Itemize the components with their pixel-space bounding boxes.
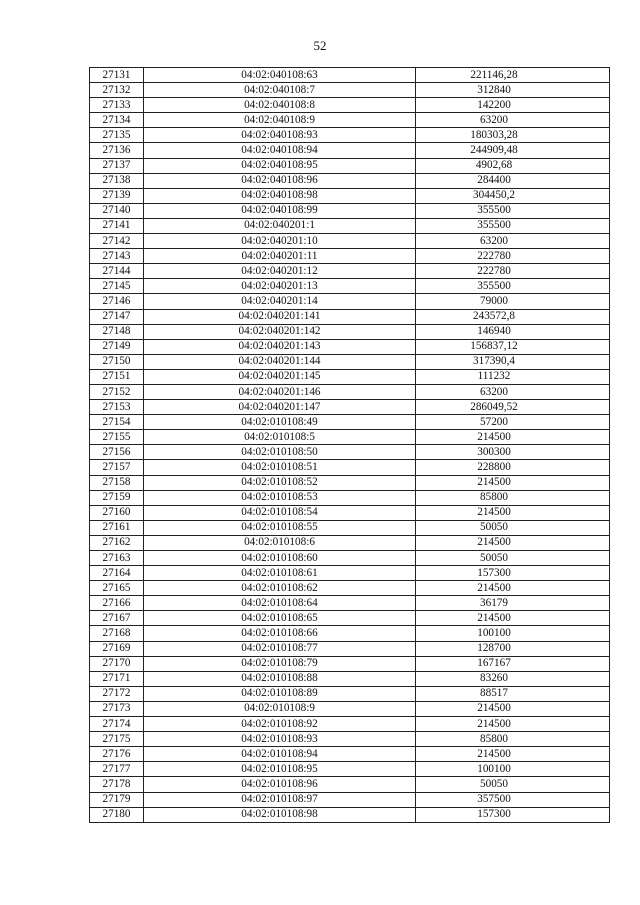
row-number-cell: 27136 <box>90 143 144 158</box>
table-row <box>90 611 610 626</box>
cadastral-number-cell: 04:02:010108:77 <box>144 641 416 656</box>
row-number-cell: 27135 <box>90 128 144 143</box>
cadastral-value-table <box>89 67 610 823</box>
value-cell <box>416 294 610 309</box>
value-text: 214500 <box>477 506 511 519</box>
cadastral-number-cell: 04:02:040201:144 <box>144 354 416 369</box>
value-cell <box>416 807 610 822</box>
cadastral-number-cell: 04:02:040201:10 <box>144 234 416 249</box>
cadastral-number-cell: 04:02:040108:63 <box>144 68 416 83</box>
row-number-cell: 27157 <box>90 460 144 475</box>
cadastral-number-cell: 04:02:010108:55 <box>144 520 416 535</box>
table-row <box>90 566 610 581</box>
value-cell <box>416 626 610 641</box>
value-cell <box>416 611 610 626</box>
table-row <box>90 384 610 399</box>
row-number-cell: 27139 <box>90 188 144 203</box>
value-cell <box>416 732 610 747</box>
table-body <box>90 68 610 823</box>
table-row <box>90 686 610 701</box>
cadastral-number-cell: 04:02:040201:141 <box>144 309 416 324</box>
row-number-cell: 27170 <box>90 656 144 671</box>
table-row <box>90 475 610 490</box>
value-cell <box>416 128 610 143</box>
value-cell <box>416 671 610 686</box>
value-text: 4902,68 <box>475 159 513 172</box>
row-number-cell: 27166 <box>90 596 144 611</box>
table-row <box>90 128 610 143</box>
value-text: 214500 <box>477 581 511 594</box>
cadastral-number-cell: 04:02:040201:1 <box>144 218 416 233</box>
value-text: 50050 <box>480 521 508 534</box>
table-row <box>90 777 610 792</box>
cadastral-number-cell: 04:02:040201:13 <box>144 279 416 294</box>
cadastral-number-cell: 04:02:010108:52 <box>144 475 416 490</box>
value-text: 63200 <box>480 234 508 247</box>
row-number-cell: 27165 <box>90 581 144 596</box>
value-text: 214500 <box>477 717 511 730</box>
row-number-cell: 27134 <box>90 113 144 128</box>
row-number-cell: 27162 <box>90 535 144 550</box>
value-cell <box>416 415 610 430</box>
cadastral-number-cell: 04:02:010108:65 <box>144 611 416 626</box>
cadastral-number-cell: 04:02:010108:92 <box>144 717 416 732</box>
row-number-cell: 27155 <box>90 430 144 445</box>
value-cell <box>416 445 610 460</box>
table-row <box>90 762 610 777</box>
value-text: 111232 <box>477 370 511 383</box>
table-row <box>90 249 610 264</box>
row-number-cell: 27144 <box>90 264 144 279</box>
value-text: 128700 <box>477 642 511 655</box>
value-cell <box>416 158 610 173</box>
value-cell <box>416 218 610 233</box>
table-row <box>90 113 610 128</box>
cadastral-number-cell: 04:02:040201:12 <box>144 264 416 279</box>
cadastral-number-cell: 04:02:010108:50 <box>144 445 416 460</box>
row-number-cell: 27164 <box>90 566 144 581</box>
value-text: 142200 <box>477 98 511 111</box>
value-cell <box>416 581 610 596</box>
table-row <box>90 203 610 218</box>
cadastral-number-cell: 04:02:010108:79 <box>144 656 416 671</box>
value-cell <box>416 505 610 520</box>
cadastral-number-cell: 04:02:040108:94 <box>144 143 416 158</box>
table-row <box>90 641 610 656</box>
cadastral-number-cell: 04:02:010108:66 <box>144 626 416 641</box>
value-cell <box>416 98 610 113</box>
cadastral-number-cell: 04:02:040201:145 <box>144 369 416 384</box>
row-number-cell: 27154 <box>90 415 144 430</box>
table-row <box>90 173 610 188</box>
value-text: 222780 <box>477 249 511 262</box>
row-number-cell: 27174 <box>90 717 144 732</box>
value-cell <box>416 641 610 656</box>
value-text: 214500 <box>477 430 511 443</box>
table-row <box>90 68 610 83</box>
cadastral-number-cell: 04:02:040201:142 <box>144 324 416 339</box>
cadastral-number-cell: 04:02:010108:9 <box>144 701 416 716</box>
row-number-cell: 27151 <box>90 369 144 384</box>
value-cell <box>416 203 610 218</box>
value-cell <box>416 792 610 807</box>
table-row <box>90 581 610 596</box>
value-text: 63200 <box>480 385 508 398</box>
row-number-cell: 27179 <box>90 792 144 807</box>
row-number-cell: 27132 <box>90 83 144 98</box>
table-row <box>90 354 610 369</box>
row-number-cell: 27176 <box>90 747 144 762</box>
value-text: 100100 <box>477 762 511 775</box>
value-text: 214500 <box>477 702 511 715</box>
value-cell <box>416 173 610 188</box>
cadastral-number-cell: 04:02:040201:14 <box>144 294 416 309</box>
value-cell <box>416 747 610 762</box>
value-text: 85800 <box>480 491 508 504</box>
table-row <box>90 339 610 354</box>
value-cell <box>416 143 610 158</box>
row-number-cell: 27146 <box>90 294 144 309</box>
value-cell <box>416 596 610 611</box>
row-number-cell: 27156 <box>90 445 144 460</box>
value-text: 284400 <box>477 174 511 187</box>
row-number-cell: 27160 <box>90 505 144 520</box>
value-cell <box>416 339 610 354</box>
table-row <box>90 626 610 641</box>
page-number: 52 <box>313 38 327 53</box>
value-text: 312840 <box>477 83 511 96</box>
row-number-cell: 27148 <box>90 324 144 339</box>
row-number-cell: 27161 <box>90 520 144 535</box>
row-number-cell: 27175 <box>90 732 144 747</box>
value-cell <box>416 566 610 581</box>
row-number-cell: 27168 <box>90 626 144 641</box>
table-row <box>90 218 610 233</box>
value-text: 214500 <box>477 611 511 624</box>
value-text: 243572,8 <box>473 310 515 323</box>
table-row <box>90 747 610 762</box>
cadastral-number-cell: 04:02:010108:51 <box>144 460 416 475</box>
row-number-cell: 27138 <box>90 173 144 188</box>
table-row <box>90 309 610 324</box>
value-text: 79000 <box>480 294 508 307</box>
table-row <box>90 98 610 113</box>
table-row <box>90 505 610 520</box>
row-number-cell: 27173 <box>90 701 144 716</box>
value-cell <box>416 188 610 203</box>
table-row <box>90 369 610 384</box>
table-row <box>90 234 610 249</box>
cadastral-number-cell: 04:02:010108:95 <box>144 762 416 777</box>
cadastral-number-cell: 04:02:010108:98 <box>144 807 416 822</box>
cadastral-number-cell: 04:02:010108:49 <box>144 415 416 430</box>
cadastral-number-cell: 04:02:040201:143 <box>144 339 416 354</box>
value-text: 214500 <box>477 476 511 489</box>
value-cell <box>416 656 610 671</box>
cadastral-number-cell: 04:02:040108:9 <box>144 113 416 128</box>
table-row <box>90 415 610 430</box>
value-cell <box>416 686 610 701</box>
row-number-cell: 27131 <box>90 68 144 83</box>
table-row <box>90 188 610 203</box>
table-row <box>90 596 610 611</box>
row-number-cell: 27163 <box>90 551 144 566</box>
value-cell <box>416 701 610 716</box>
value-cell <box>416 551 610 566</box>
table-row <box>90 656 610 671</box>
value-text: 85800 <box>480 732 508 745</box>
row-number-cell: 27180 <box>90 807 144 822</box>
value-text: 50050 <box>480 777 508 790</box>
value-cell <box>416 68 610 83</box>
value-text: 36179 <box>480 596 508 609</box>
table-row <box>90 279 610 294</box>
cadastral-number-cell: 04:02:040108:95 <box>144 158 416 173</box>
row-number-cell: 27178 <box>90 777 144 792</box>
table-row <box>90 143 610 158</box>
table-row <box>90 732 610 747</box>
table-row <box>90 460 610 475</box>
table-row <box>90 264 610 279</box>
table-row <box>90 430 610 445</box>
table-row <box>90 324 610 339</box>
value-text: 355500 <box>477 279 511 292</box>
cadastral-number-cell: 04:02:010108:61 <box>144 566 416 581</box>
value-cell <box>416 264 610 279</box>
cadastral-number-cell: 04:02:010108:88 <box>144 671 416 686</box>
table-row <box>90 400 610 415</box>
row-number-cell: 27150 <box>90 354 144 369</box>
row-number-cell: 27133 <box>90 98 144 113</box>
cadastral-number-cell: 04:02:040201:11 <box>144 249 416 264</box>
table-row <box>90 83 610 98</box>
row-number-cell: 27153 <box>90 400 144 415</box>
value-text: 167167 <box>477 657 511 670</box>
cadastral-number-cell: 04:02:040108:96 <box>144 173 416 188</box>
cadastral-number-cell: 04:02:010108:53 <box>144 490 416 505</box>
row-number-cell: 27149 <box>90 339 144 354</box>
value-text: 83260 <box>480 672 508 685</box>
table-row <box>90 445 610 460</box>
value-text: 300300 <box>477 445 511 458</box>
value-text: 156837,12 <box>470 340 518 353</box>
row-number-cell: 27137 <box>90 158 144 173</box>
value-cell <box>416 369 610 384</box>
value-cell <box>416 279 610 294</box>
cadastral-number-cell: 04:02:010108:6 <box>144 535 416 550</box>
row-number-cell: 27152 <box>90 384 144 399</box>
row-number-cell: 27140 <box>90 203 144 218</box>
cadastral-number-cell: 04:02:010108:62 <box>144 581 416 596</box>
value-cell <box>416 234 610 249</box>
value-text: 228800 <box>477 460 511 473</box>
value-text: 180303,28 <box>470 128 518 141</box>
value-cell <box>416 460 610 475</box>
value-cell <box>416 384 610 399</box>
cadastral-number-cell: 04:02:010108:60 <box>144 551 416 566</box>
value-cell <box>416 717 610 732</box>
cadastral-number-cell: 04:02:040201:147 <box>144 400 416 415</box>
cadastral-number-cell: 04:02:040201:146 <box>144 384 416 399</box>
cadastral-number-cell: 04:02:040108:93 <box>144 128 416 143</box>
value-cell <box>416 535 610 550</box>
row-number-cell: 27169 <box>90 641 144 656</box>
value-cell <box>416 490 610 505</box>
row-number-cell: 27158 <box>90 475 144 490</box>
value-text: 221146,28 <box>470 68 518 81</box>
value-cell <box>416 83 610 98</box>
value-cell <box>416 249 610 264</box>
row-number-cell: 27142 <box>90 234 144 249</box>
row-number-cell: 27171 <box>90 671 144 686</box>
cadastral-number-cell: 04:02:010108:94 <box>144 747 416 762</box>
value-text: 88517 <box>480 687 508 700</box>
cadastral-number-cell: 04:02:010108:96 <box>144 777 416 792</box>
cadastral-number-cell: 04:02:040108:98 <box>144 188 416 203</box>
value-text: 286049,52 <box>470 400 518 413</box>
table-row <box>90 158 610 173</box>
value-text: 214500 <box>477 536 511 549</box>
value-cell <box>416 309 610 324</box>
cadastral-number-cell: 04:02:010108:54 <box>144 505 416 520</box>
table-row <box>90 701 610 716</box>
value-text: 222780 <box>477 264 511 277</box>
value-text: 57200 <box>480 415 508 428</box>
value-text: 157300 <box>477 566 511 579</box>
row-number-cell: 27159 <box>90 490 144 505</box>
row-number-cell: 27167 <box>90 611 144 626</box>
value-cell <box>416 430 610 445</box>
value-cell <box>416 324 610 339</box>
value-cell <box>416 475 610 490</box>
table-row <box>90 551 610 566</box>
table-row <box>90 671 610 686</box>
value-cell <box>416 400 610 415</box>
cadastral-number-cell: 04:02:040108:8 <box>144 98 416 113</box>
value-text: 357500 <box>477 793 511 806</box>
row-number-cell: 27172 <box>90 686 144 701</box>
cadastral-number-cell: 04:02:010108:97 <box>144 792 416 807</box>
value-text: 100100 <box>477 627 511 640</box>
row-number-cell: 27143 <box>90 249 144 264</box>
table-row <box>90 792 610 807</box>
value-text: 214500 <box>477 747 511 760</box>
value-cell <box>416 520 610 535</box>
cadastral-number-cell: 04:02:010108:89 <box>144 686 416 701</box>
value-text: 63200 <box>480 113 508 126</box>
value-text: 317390,4 <box>473 355 515 368</box>
row-number-cell: 27145 <box>90 279 144 294</box>
value-cell <box>416 113 610 128</box>
value-text: 157300 <box>477 808 511 821</box>
cadastral-number-cell: 04:02:010108:64 <box>144 596 416 611</box>
value-text: 146940 <box>477 325 511 338</box>
cadastral-number-cell: 04:02:040108:7 <box>144 83 416 98</box>
table-row <box>90 535 610 550</box>
value-text: 304450,2 <box>473 189 515 202</box>
table-row <box>90 717 610 732</box>
table-row <box>90 490 610 505</box>
value-text: 244909,48 <box>470 144 518 157</box>
cadastral-number-cell: 04:02:040108:99 <box>144 203 416 218</box>
value-text: 50050 <box>480 551 508 564</box>
table-row <box>90 294 610 309</box>
row-number-cell: 27177 <box>90 762 144 777</box>
table-row <box>90 807 610 822</box>
value-cell <box>416 354 610 369</box>
value-cell <box>416 777 610 792</box>
row-number-cell: 27147 <box>90 309 144 324</box>
table-row <box>90 520 610 535</box>
cadastral-number-cell: 04:02:010108:5 <box>144 430 416 445</box>
cadastral-number-cell: 04:02:010108:93 <box>144 732 416 747</box>
row-number-cell: 27141 <box>90 218 144 233</box>
value-cell <box>416 762 610 777</box>
value-text: 355500 <box>477 204 511 217</box>
value-text: 355500 <box>477 219 511 232</box>
